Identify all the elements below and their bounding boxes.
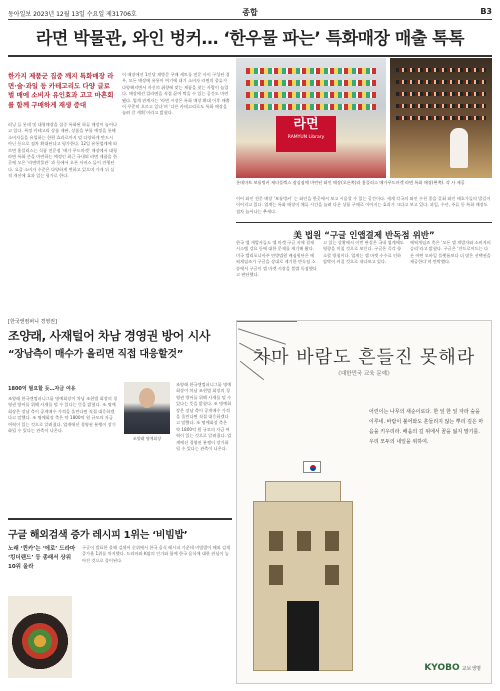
google-col-3: 에픽게임즈 측은 ‘모든 앱 개발자와 소비자의 승리’라고 밝혔다. 구글은 ‘안드로이드는 다른 어떤 모바일 플랫폼보다 더 많은 선택권을 제공한다’며 반박했다.: [410, 240, 491, 265]
hankook-headline: 조양래, 사재털어 차남 경영권 방어 시사: [8, 329, 211, 343]
lead-subhead: 한가지 제품군 집중 깨지 특화매장 라면·술·과일 등 카테고리도 다양 글로 벌 매에 소비자 유인효과 고고 마흔회를 함께 구매하게 재생 증대: [8, 72, 114, 109]
wine-bunker-photo: [390, 58, 492, 178]
ad-poem: 어린이는 나무의 새순이로다. 한 잎 한 잎 자라 숲을 이루네. 바람이 불어와도 흔들리지 않는 뿌리 깊은 마음을 키우리라. 배움의 길 위에서 꿈을 잃지 말기를. 우리 모두의 내일을 위하여.: [369, 409, 484, 445]
school-building-illustration: [245, 461, 363, 671]
ramyun-library-sign: 라면 RAMYUN Library: [276, 116, 336, 152]
article-col-1: 러닝 들 롯데 및 대형매장을 집중 특화된 하류 매장이 늘어나고 있다. 특정 카테고리 상품 재판, 상품을 부틀 예정을 통해 소비자들을 유입하는 한편 효과로까지 덜 다양하게 반드시 아닌 등으로 점차 확대된다고 평가한다. 12일 유통업계에 따르면 홈플러스는 식품 전문점 ‘메가 푸드마켓’ 매장에서 대형 라면 특화 존을 마련하는 예정인 최근 국내외 라면 제품을 한 곳에 모은 ‘라면박물관’ 과 등에서 오픈 서비스 들이 진행된다. 요즘 소비자 수준은 다양하게 변하고 있으며 가게 뒤 실적 개선에 효과 있는 평가로 한다.: [8, 122, 118, 179]
ad-title: 차마 바람도 흔들진 못해라: [252, 347, 476, 368]
google-ruling-title: 美 법원 “구글 인앱결제 반독점 위반”: [293, 231, 435, 241]
bibimbap-body: 구글이 발표한 올해 검색어 순위에서 한국 음식 레시피 가운데 비빔밥이 해외 검색 증가율 1위를 차지했다. 드라마와 K팝의 인기와 함께 한국 음식에 대한 관심이 높아진 것으로 풀이된다.: [82, 545, 231, 563]
bibimbap-photo: [8, 596, 72, 678]
kyobo-advertisement: [236, 320, 492, 684]
google-ruling-article: [236, 222, 492, 241]
ramyun-store-photo: [236, 58, 386, 178]
page-header: [8, 6, 492, 20]
main-headline: 라면 박물관, 와인 벙커… ‘한우물 파는’ 특화매장 매출 톡톡: [8, 24, 492, 57]
school-door: [287, 601, 319, 671]
hankook-kicker: 1800억 필요할 듯…자금 여유: [8, 386, 76, 392]
ad-subtitle: 《대한민국 교육 문예》: [335, 371, 393, 377]
staff-figure: [450, 128, 468, 168]
masthead-date: 동아일보 2023년 12월 13일 수요일 제31706호: [8, 11, 137, 18]
hankook-body: 조양래 한국앤컴퍼니그룹 명예회장이 차남 조현범 회장의 경영권 방어를 위해 사재를 털 수 있다는 뜻을 밝혔다. 조 명예회장은 장남 측이 공개매수 가격을 올린다면 직접 대응하겠다고 말했다. 조 명예회장 측은 약 1800억 원 규모의 자금 여력이 있는 것으로 알려졌다. 업계에선 경영권 분쟁이 장기화될 수 있다는 관측이 나온다.: [8, 396, 118, 434]
kyobo-logo: KYOBO 교보생명: [424, 663, 481, 673]
taegukgi-flag-icon: [303, 461, 321, 473]
cho-portrait: [124, 382, 170, 434]
portrait-caption: 조양래 명예회장: [132, 436, 162, 441]
section-name: 종합: [242, 8, 258, 17]
portrait-face: [139, 388, 155, 408]
google-col-2: 고 있는 상황에서 이번 판결은 국내 업계에도 영향을 미칠 것으로 보인다. 구글은 즉각 항소할 방침이다. 업계는 앱 마켓 수수료 인하 압박이 커질 것으로 내다보고 있다.: [323, 240, 404, 265]
photo-caption: 롯데마트 보틀벙커 제타플렉스 잠실점에 마련된 와인 매장(오른쪽)과 홈플러스 메가푸드마켓 라면 특화 매장(왼쪽). 각 사 제공: [236, 180, 465, 185]
section-tag: [한국앤컴퍼니 경영권]: [8, 319, 57, 325]
bibimbap-headline: 구글 해외검색 증가 레시피 1위는 ‘비빔밥’: [8, 518, 232, 541]
article-col-3: 이어 와인 전문 매장 ‘보틀벙커’ 는 와인을 한곳에서 보고 시음할 수 있는 공간이다. 세계 각국의 와인 수천 종을 갖춰 와인 애호가들의 발길이 이어지고 있다. 업계는 특화 매장이 체류 시간을 늘려 다른 상품 구매로 이어지는 효과가 크다고 보고 있다. 과일, 수산, 주류 등 특화 매장도 점차 늘어나는 추세다.: [236, 196, 491, 214]
page-number: B3: [480, 7, 492, 16]
article-col-2: 이 매장에선 1인당 재방문 구매 세트를 전문 사이 구성된 경우, 모든 매장에 유통이 여기에 대기 소비자 라면의 종류가 다양해지면서 자신의 취향에 맞는 제품을 찾는 사람이 늘었다. 매장에선 컵라면을 직접 끓여 먹을 수 있는 공간도 마련됐다. 업계 관계자는 ‘라면 시장은 특화 매장 확대 이후 매출이 꾸준히 오르고 있다’며 ‘다른 카테고리로도 특화 매장을 늘려 갈 계획’이라고 밝혔다.: [122, 72, 230, 116]
hankook-subhead: “장남측이 매수가 올리면 직접 대응할것”: [8, 349, 184, 360]
hankook-body-2: 조양래 한국앤컴퍼니그룹 명예회장이 차남 조현범 회장의 경영권 방어를 위해 사재를 털 수 있다는 뜻을 밝혔다. 조 명예회장은 장남 측이 공개매수 가격을 올린다면 직접 대응하겠다고 말했다. 조 명예회장 측은 약 1800억 원 규모의 자금 여력이 있는 것으로 알려졌다. 업계에선 경영권 분쟁이 장기화될 수 있다는 관측이 나온다.: [176, 382, 232, 452]
bibimbap-lead: 노래 ‘퀸카’는 ‘에로’ 드라마 ‘킹더랜드’ 등 종래서 상위 10위 올라: [8, 546, 76, 570]
google-col-1: 한국 앱 개발사들도 앱 마켓 구글 자체 결제 시스템 강요 등에 대한 문제를 제기해 왔다. 미국 캘리포니아주 연방법원 배심원단은 에픽게임즈가 구글을 상대로 제기한 반독점 소송에서 구글이 앱 마켓 시장을 불법 독점했다고 판단했다.: [236, 240, 317, 278]
